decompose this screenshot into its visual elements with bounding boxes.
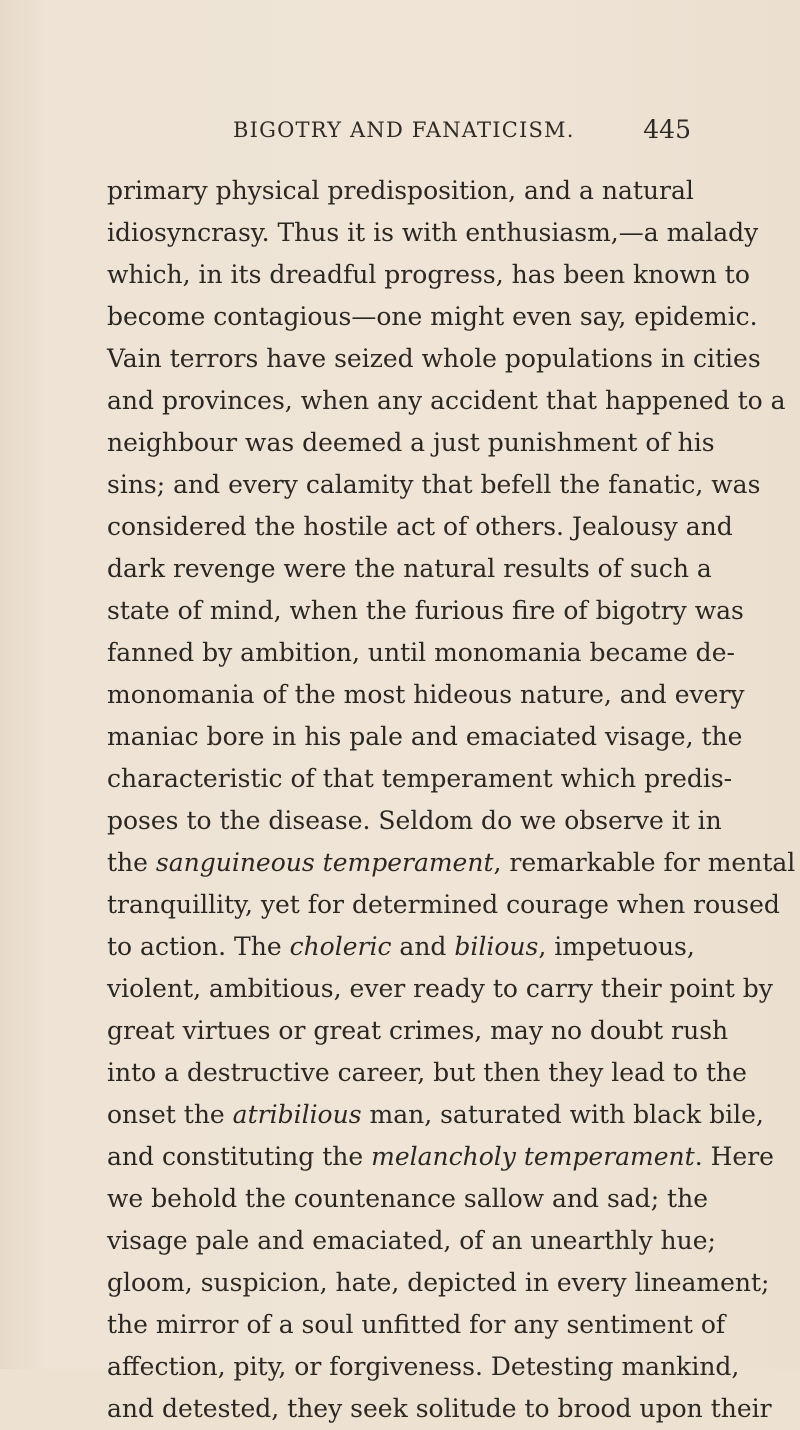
page-header [107,115,691,158]
text-segment: monomania of the most hideous nature, and every [107,680,745,709]
italic-text-segment: choleric [289,932,392,961]
text-segment: sins; and every calamity that befell the fanatic, was [107,470,761,499]
text-line [107,632,735,674]
text-segment: dark revenge were the natural results of such a [107,554,712,583]
text-line [107,1220,716,1262]
text-segment: and [391,932,455,961]
text-line [107,842,796,884]
text-line [107,1010,729,1052]
text-segment: state of mind, when the furious fire of bigotry was [107,596,744,625]
text-segment: to action. The [107,932,290,961]
text-line [107,1346,740,1388]
text-line [107,254,750,296]
text-segment: and detested, they seek solitude to brood upon their [107,1394,772,1423]
text-segment: fanned by ambition, until monomania became de- [107,638,735,667]
italic-text-segment: sanguineous temperament [155,848,494,877]
text-segment: violent, ambitious, ever ready to carry their point by [107,974,773,1003]
text-segment: and provinces, when any accident that happened to a [107,386,786,415]
text-line [107,590,744,632]
text-segment: the mirror of a soul unfitted for any sentiment of [107,1310,726,1339]
text-line [107,548,712,590]
text-segment: , impetuous, [538,932,695,961]
text-segment: which, in its dreadful progress, has been known to [107,260,750,289]
text-line [107,800,722,842]
italic-text-segment: bilious [454,932,539,961]
text-line [107,1262,770,1304]
text-segment: primary physical predisposition, and a natural [107,176,694,205]
text-segment: great virtues or great crimes, may no doubt rush [107,1016,729,1045]
text-segment: Vain terrors have seized whole populations in cities [107,344,761,373]
text-segment: and constituting the [107,1142,372,1171]
text-segment: neighbour was deemed a just punishment of his [107,428,715,457]
text-line [107,422,715,464]
text-segment: poses to the disease. Seldom do we observe it in [107,806,722,835]
text-line [107,1094,764,1136]
text-segment: into a destructive career, but then they lead to the [107,1058,747,1087]
text-line [107,1136,774,1178]
text-line [107,380,786,422]
text-line [107,968,773,1010]
text-segment: characteristic of that temperament which predis- [107,764,733,793]
text-segment: visage pale and emaciated, of an unearthly hue; [107,1226,716,1255]
text-line [107,716,743,758]
text-line [107,338,761,380]
text-segment: man, saturated with black bile, [361,1100,764,1129]
text-segment: tranquillity, yet for determined courage when roused [107,890,780,919]
body-text [107,170,796,1430]
text-segment: maniac bore in his pale and emaciated visage, the [107,722,743,751]
text-line [107,170,694,212]
text-segment: gloom, suspicion, hate, depicted in every lineament; [107,1268,770,1297]
text-segment: , remarkable for mental [493,848,796,877]
text-line [107,926,695,968]
text-line [107,884,780,926]
text-line [107,212,759,254]
text-segment: become contagious—one might even say, epidemic. [107,302,758,331]
text-segment: we behold the countenance sallow and sad; the [107,1184,709,1213]
text-segment: affection, pity, or forgiveness. Detesting mankind, [107,1352,740,1381]
text-line [107,464,761,506]
text-line [107,1304,726,1346]
text-line [107,674,745,716]
text-line [107,506,733,548]
text-line [107,1052,747,1094]
text-segment: onset the [107,1100,233,1129]
italic-text-segment: melancholy temperament [371,1142,695,1171]
running-head: BIGOTRY AND FANATICISM. [233,118,575,142]
text-segment: the [107,848,156,877]
text-segment: idiosyncrasy. Thus it is with enthusiasm,—a malady [107,218,759,247]
italic-text-segment: atribilious [232,1100,362,1129]
text-line [107,1388,772,1430]
text-segment: . Here [694,1142,774,1171]
text-line [107,758,733,800]
page-number: 445 [643,115,691,144]
text-line [107,296,758,338]
text-line [107,1178,709,1220]
text-segment: considered the hostile act of others. Jealousy and [107,512,733,541]
